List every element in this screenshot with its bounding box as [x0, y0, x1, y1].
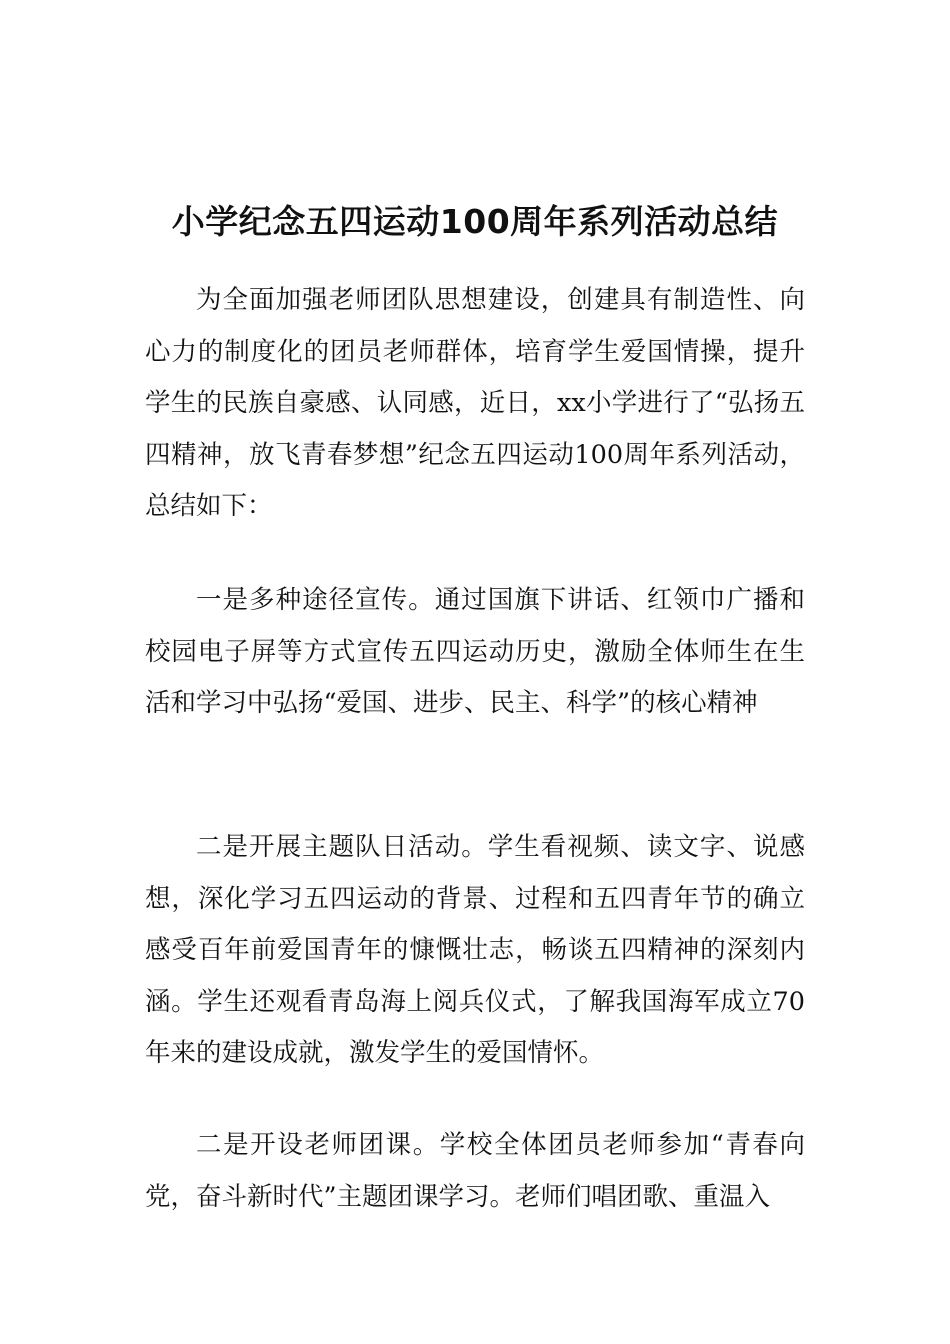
paragraph-publicity: 一是多种途径宣传。通过国旗下讲话、红领巾广播和校园电子屏等方式宣传五四运动历史，激励全体师生在生活和学习中弘扬“爱国、进步、民主、科学”的核心精神	[145, 585, 805, 718]
paragraph-teacher-class: 二是开设老师团课。学校全体团员老师参加“青春向党，奋斗新时代”主题团课学习。老师们唱团歌、重温入	[145, 1130, 805, 1212]
paragraph-theme-activity: 二是开展主题队日活动。学生看视频、读文字、说感想，深化学习五四运动的背景、过程和五四青年节的确立感受百年前爱国青年的慷慨壮志，畅谈五四精神的深刻内涵。学生还观看青岛海上阅兵仪式，了解我国海军成立70年来的建设成就，激发学生的爱国情怀。	[145, 832, 805, 1068]
paragraph-intro: 为全面加强老师团队思想建设，创建具有制造性、向心力的制度化的团员老师群体，培育学生爱国情操，提升学生的民族自豪感、认同感，近日，xx小学进行了“弘扬五四精神，放飞青春梦想”纪念五四运动100周年系列活动，总结如下：	[145, 285, 805, 521]
document-title: 小学纪念五四运动100周年系列活动总结	[171, 202, 779, 242]
